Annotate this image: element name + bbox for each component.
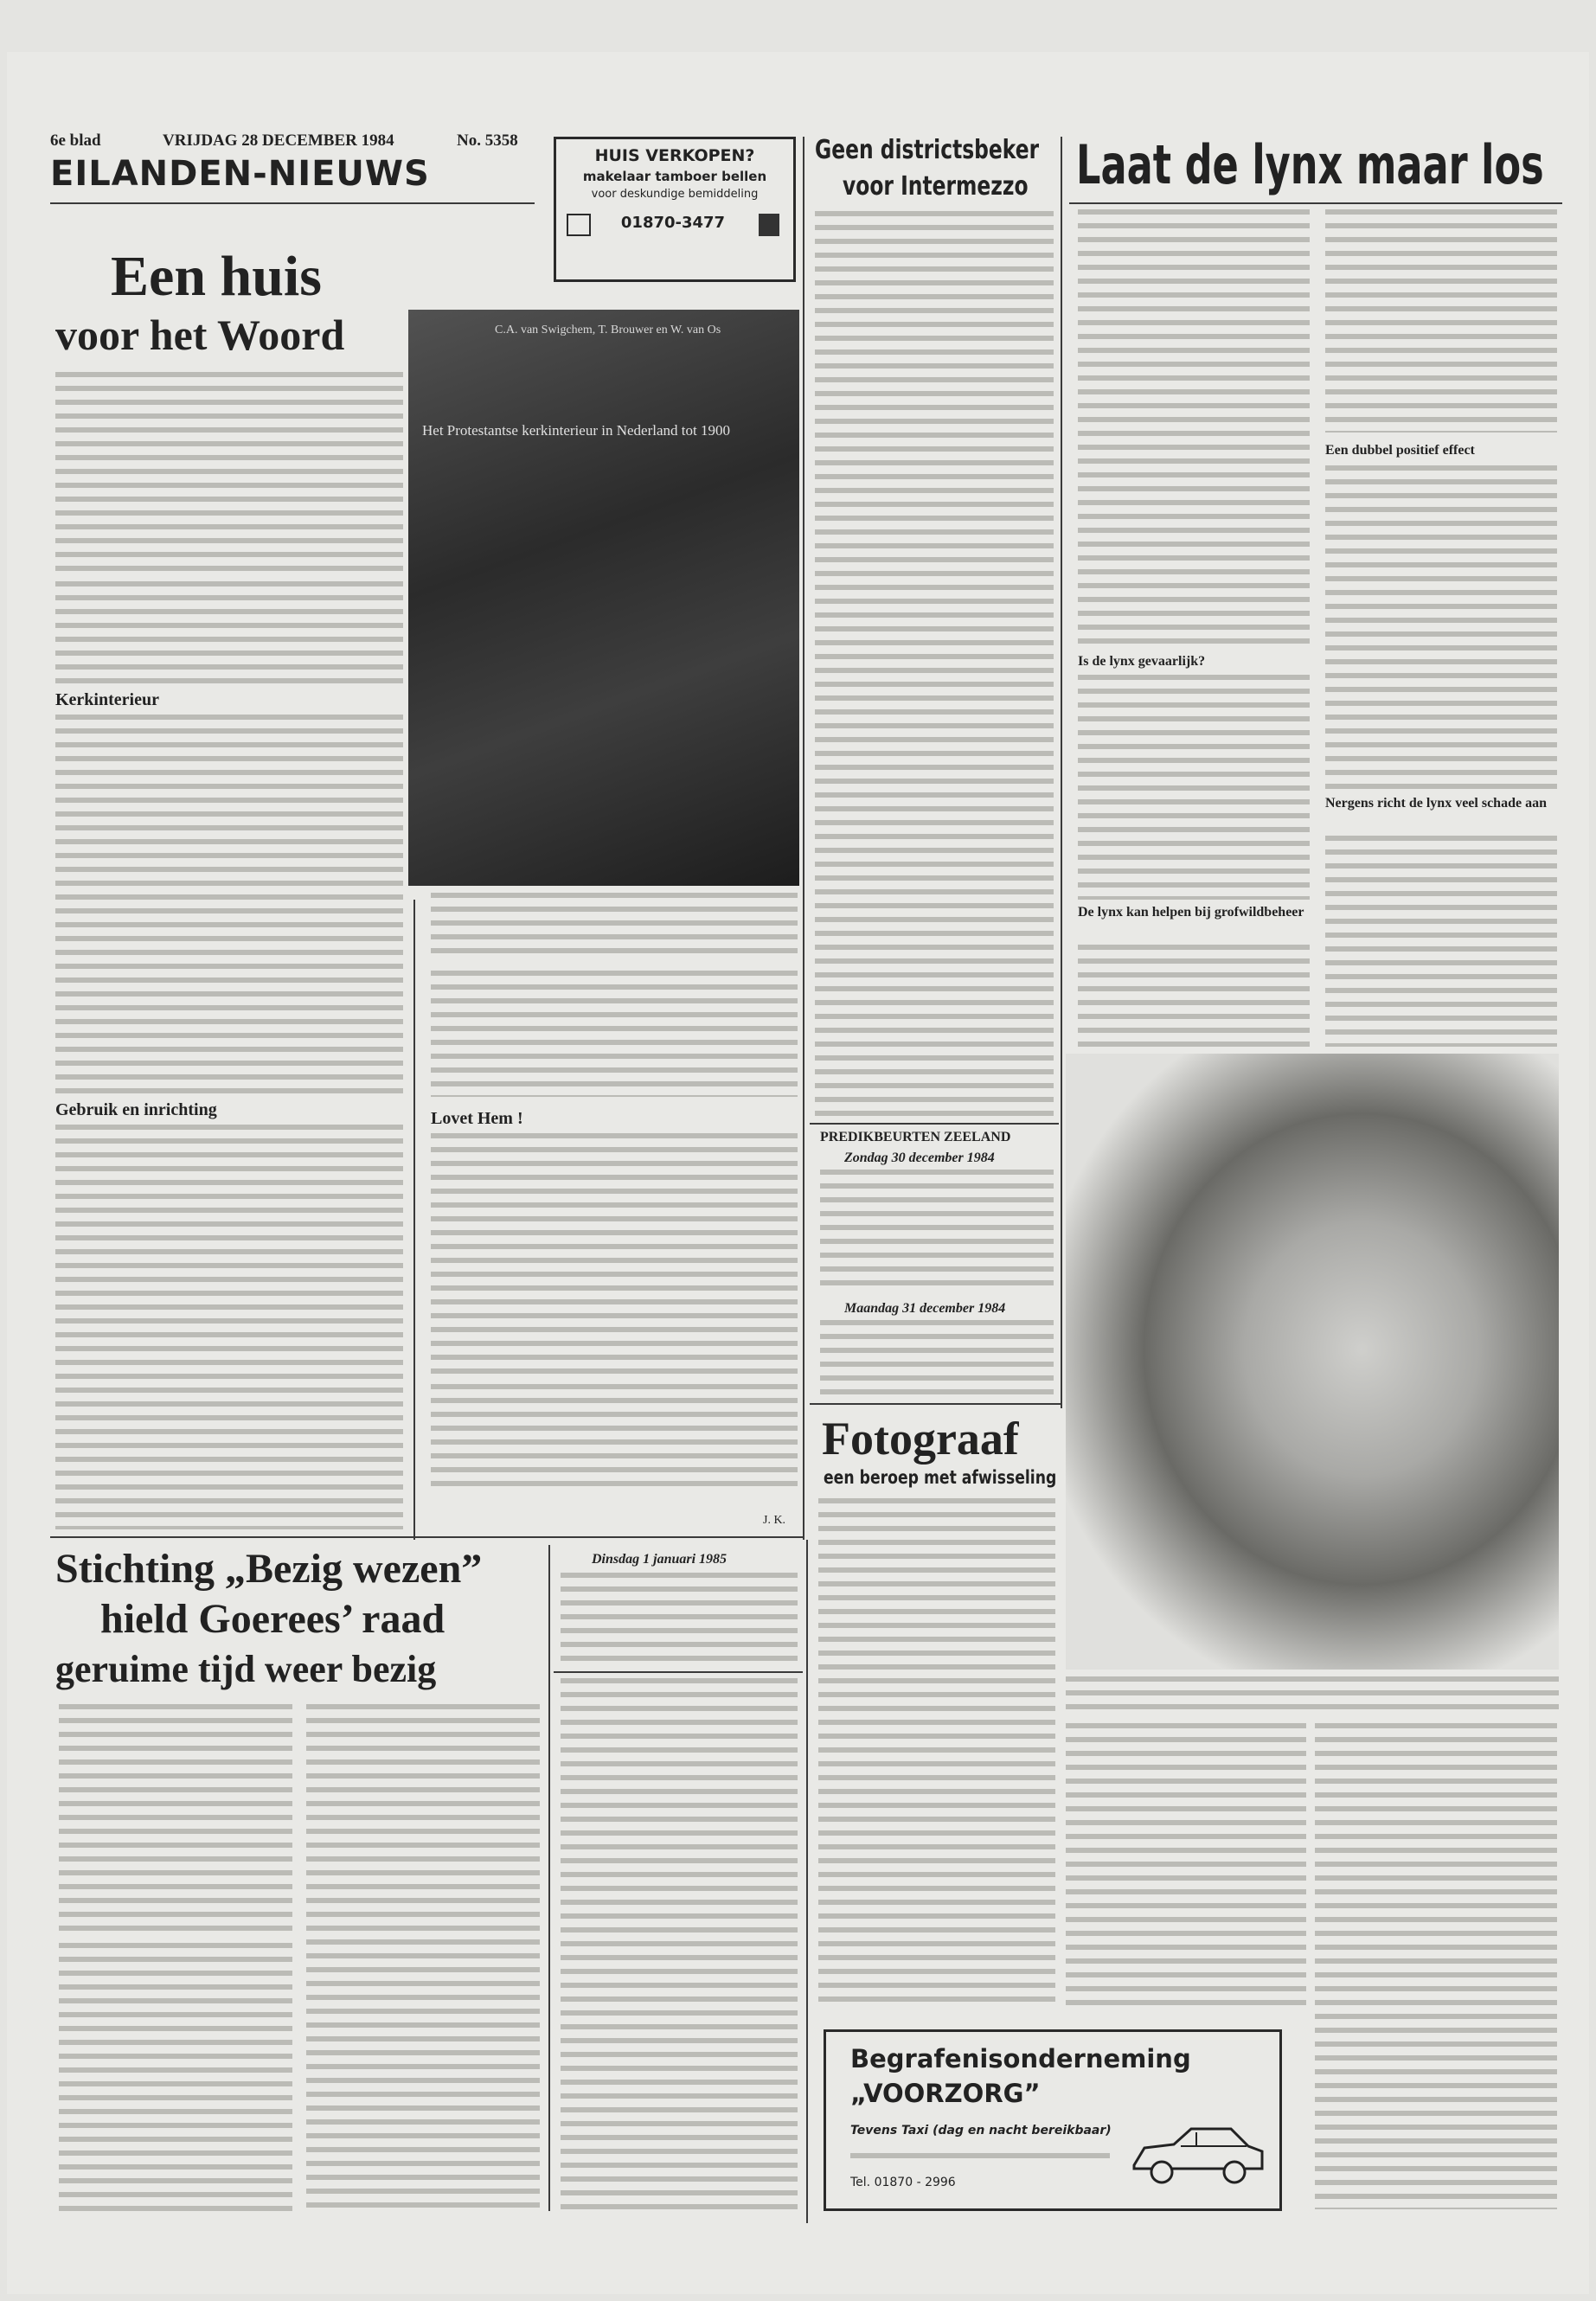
services1-list1-placeholder <box>820 1170 1054 1292</box>
district-body-placeholder <box>815 211 1054 1118</box>
services2-date: Dinsdag 1 januari 1985 <box>592 1552 727 1567</box>
house-logo-icon <box>567 214 591 236</box>
church-headline-line2: voor het Woord <box>55 311 345 359</box>
district-headline-line1: Geen districtsbeker <box>815 135 1040 165</box>
services1-title: PREDIKBEURTEN ZEELAND <box>820 1130 1011 1144</box>
lynx-col1-placeholder <box>1078 209 1310 647</box>
foundation-headline-line2: hield Goerees’ raad <box>100 1596 445 1642</box>
lynx-col2c-placeholder <box>1325 836 1557 1047</box>
masthead-title: EILANDEN-NIEUWS <box>50 154 430 194</box>
photo-book-title: Het Protestantse kerkinterieur in Nederland tot 1900 <box>422 422 730 439</box>
funeral-address-placeholder <box>850 2153 1110 2167</box>
services2-list-placeholder <box>561 1573 798 1661</box>
lynx-subhead-4: Nergens richt de lynx veel schade aan <box>1325 796 1547 811</box>
house-sale-ad <box>554 137 796 282</box>
photo-subhead: een beroep met afwisseling <box>824 1467 1057 1488</box>
lynx-photo <box>1066 1054 1559 1670</box>
services1-date1: Zondag 30 december 1984 <box>844 1150 995 1165</box>
issue-number: No. 5358 <box>457 131 518 150</box>
district-headline-line2: voor Intermezzo <box>843 171 1029 202</box>
lynx-subhead-2: Is de lynx gevaarlijk? <box>1078 654 1206 669</box>
church-col1b-placeholder <box>55 1125 403 1529</box>
lynx-subhead-3: De lynx kan helpen bij grofwildbeheer <box>1078 905 1304 920</box>
church-subhead-2: Gebruik en inrichting <box>55 1100 217 1119</box>
church-signoff: J. K. <box>763 1514 786 1527</box>
masthead-rule <box>50 202 535 204</box>
page-label: 6e blad <box>50 131 101 150</box>
funeral-ad <box>824 2029 1282 2211</box>
photo-col3-placeholder <box>1315 1723 1557 2209</box>
services1-date2: Maandag 31 december 1984 <box>844 1301 1006 1316</box>
foundation-col2-placeholder <box>306 1704 540 2211</box>
lynx-col1b-placeholder <box>1078 675 1310 900</box>
services1-list2-placeholder <box>820 1320 1054 1396</box>
photo-credit: C.A. van Swigchem, T. Brouwer en W. van Os <box>495 324 721 336</box>
foundation-col3-placeholder <box>561 1678 798 2211</box>
newspaper-page <box>7 52 1589 2294</box>
house-ad-heading: HUIS VERKOPEN? <box>594 146 755 165</box>
funeral-name-line2: „VOORZORG” <box>850 2079 1041 2108</box>
house-ad-line1: makelaar tamboer bellen <box>582 169 767 184</box>
church-section-title: Lovet Hem ! <box>431 1109 523 1128</box>
foundation-col1-placeholder <box>59 1943 292 2211</box>
funeral-tagline: Tevens Taxi (dag en nacht bereikbaar) <box>850 2124 1112 2138</box>
funeral-phone: Tel. 01870 - 2996 <box>850 2176 956 2189</box>
church-col2b-placeholder <box>431 1133 798 1377</box>
church-subhead-1: Kerkinterieur <box>55 690 159 709</box>
church-col1-placeholder <box>55 715 403 1095</box>
photo-col1-placeholder <box>818 1498 1055 2005</box>
lynx-col2-placeholder <box>1325 209 1557 433</box>
lynx-subhead-1: Een dubbel positief effect <box>1325 443 1475 458</box>
lynx-col1c-placeholder <box>1078 945 1310 1047</box>
house-ad-phone: 01870-3477 <box>620 214 726 232</box>
church-poem-placeholder <box>55 372 403 574</box>
photo-col2-placeholder <box>1066 1723 1306 2014</box>
church-col2-top-placeholder <box>431 893 798 958</box>
foundation-headline-line3: geruime tijd weer bezig <box>55 1648 437 1690</box>
emblem-icon <box>759 214 779 236</box>
church-interior-photo <box>408 310 799 886</box>
lynx-caption-placeholder <box>1066 1676 1559 1718</box>
foundation-headline-line1: Stichting „Bezig wezen” <box>55 1546 483 1592</box>
car-icon <box>1129 2118 1267 2191</box>
church-intro-placeholder <box>55 581 403 685</box>
church-psalm-placeholder <box>431 1384 798 1488</box>
issue-date: VRIJDAG 28 DECEMBER 1984 <box>163 131 394 150</box>
house-ad-line2: voor deskundige bemiddeling <box>591 188 759 201</box>
foundation-lede-placeholder <box>59 1704 292 1936</box>
lynx-col2b-placeholder <box>1325 465 1557 791</box>
photo-headline: Fotograaf <box>822 1413 1019 1465</box>
funeral-name-line1: Begrafenisonderneming <box>850 2044 1191 2073</box>
church-col2-placeholder <box>431 971 798 1097</box>
lynx-headline: Laat de lynx maar los <box>1076 133 1544 196</box>
church-headline-line1: Een huis <box>111 245 322 308</box>
